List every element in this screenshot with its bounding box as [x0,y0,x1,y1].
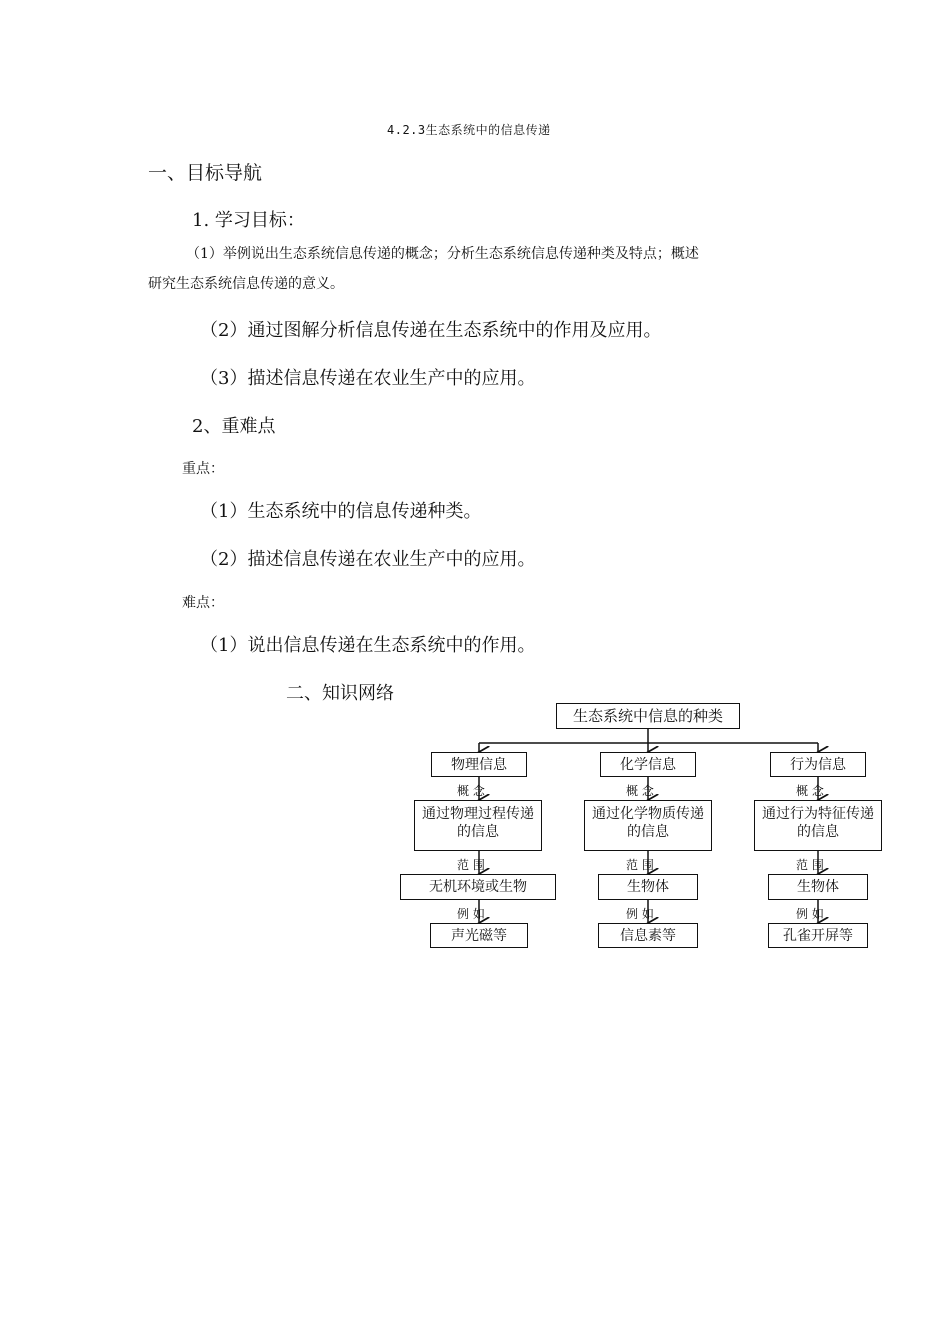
objective-3: （3）描述信息传递在农业生产中的应用。 [200,368,536,389]
type-box-physical: 物理信息 [431,752,527,777]
example-box-chemical: 信息素等 [598,923,698,948]
concept-label-physical: 概 念 [457,784,485,798]
concept-box-chemical: 通过化学物质传递的信息 [584,800,712,851]
objective-1-line-2: 研究生态系统信息传递的意义。 [148,276,344,292]
example-label-chemical: 例 如 [626,907,654,921]
subheading-learning-goals: 1. 学习目标： [192,210,305,231]
key-point-1: （1）生态系统中的信息传递种类。 [200,501,482,522]
section-heading-knowledge-network: 二、知识网络 [286,683,394,704]
scope-label-behavioral: 范 围 [796,858,824,872]
objective-2: （2）通过图解分析信息传递在生态系统中的作用及应用。 [200,320,662,341]
key-points-label: 重点： [182,461,224,477]
example-box-behavioral: 孔雀开屏等 [768,923,868,948]
scope-label-physical: 范 围 [457,858,485,872]
difficulty-label: 难点： [182,595,224,611]
concept-box-behavioral: 通过行为特征传递的信息 [754,800,882,851]
example-box-physical: 声光磁等 [430,923,528,948]
difficulty-1: （1）说出信息传递在生态系统中的作用。 [200,635,536,656]
type-box-chemical: 化学信息 [600,752,696,777]
scope-label-chemical: 范 围 [626,858,654,872]
scope-box-physical: 无机环境或生物 [400,874,556,900]
doc-title: 4.2.3生态系统中的信息传递 [387,123,551,137]
section-heading-objectives: 一、目标导航 [148,162,263,184]
concept-box-physical: 通过物理过程传递的信息 [414,800,542,851]
scope-box-chemical: 生物体 [598,874,698,900]
scope-box-behavioral: 生物体 [768,874,868,900]
concept-label-chemical: 概 念 [626,784,654,798]
key-point-2: （2）描述信息传递在农业生产中的应用。 [200,549,536,570]
example-label-behavioral: 例 如 [796,907,824,921]
concept-label-behavioral: 概 念 [796,784,824,798]
subheading-key-points: 2、重难点 [192,416,276,437]
objective-1-line-1: （1）举例说出生态系统信息传递的概念；分析生态系统信息传递种类及特点；概述 [186,246,699,262]
type-box-behavioral: 行为信息 [770,752,866,777]
diagram-root-box: 生态系统中信息的种类 [556,703,740,729]
example-label-physical: 例 如 [457,907,485,921]
